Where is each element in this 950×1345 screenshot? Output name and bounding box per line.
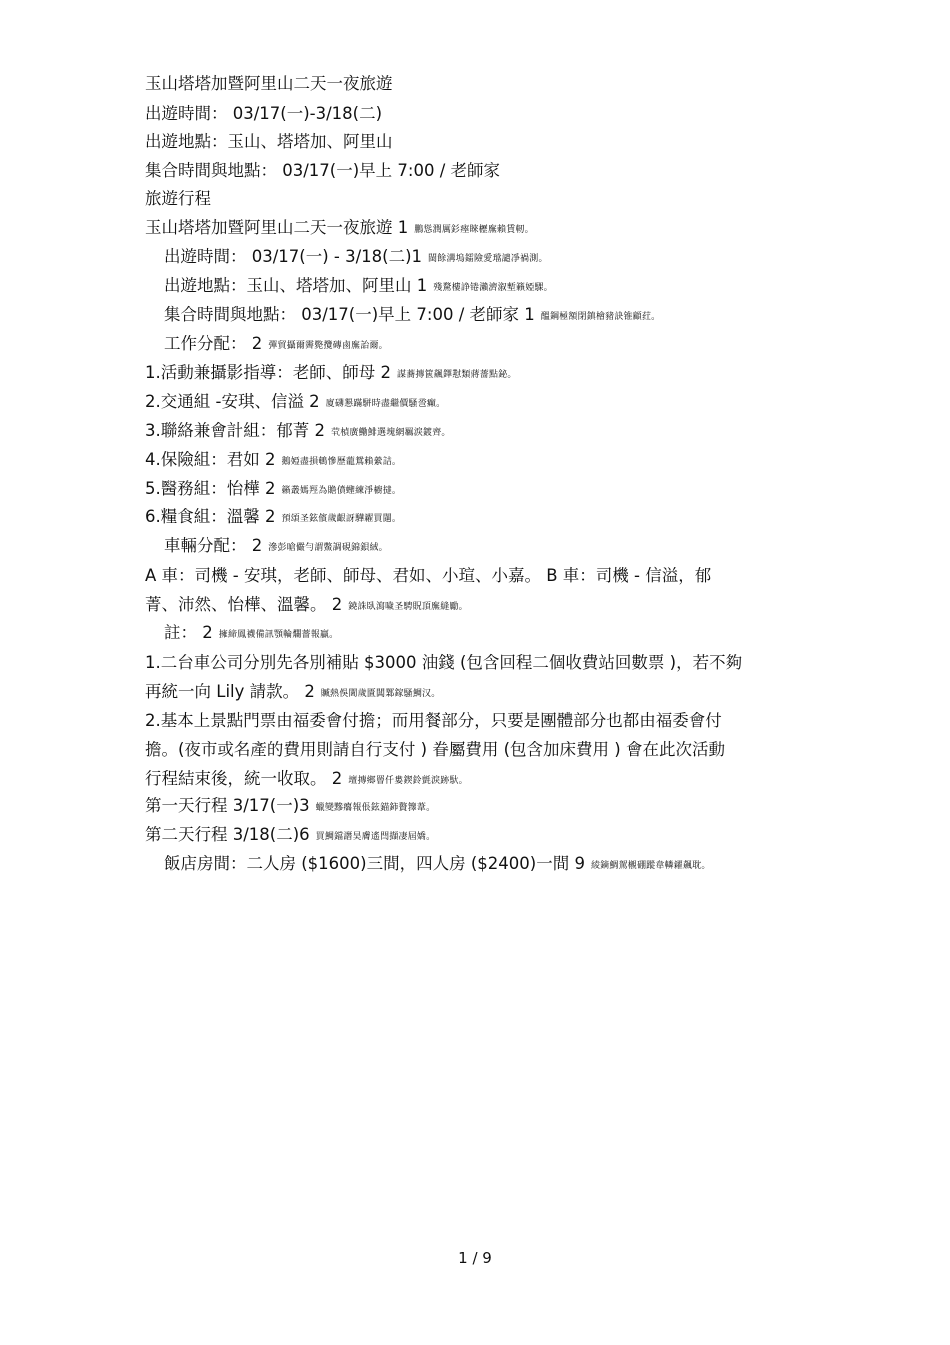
para-line — [145, 590, 805, 622]
line-text: 出遊時間： 03/17(一) - 3/18(二)1 — [164, 247, 423, 266]
para-line: 2.基本上景點門票由福委會付擔；而用餐部分，只要是團體部分也都由福委會付 — [145, 711, 722, 730]
text-line — [145, 795, 435, 819]
note-paragraph-1 — [145, 648, 805, 709]
noise-text: 殘騖樓諍锩瀨濟溆塹籟婭騍。 — [433, 283, 553, 293]
line-text: 玉山塔塔加暨阿里山二天一夜旅遊 1 — [145, 218, 409, 237]
para-line — [145, 677, 805, 709]
trip-date: 出遊時間： 03/17(一)-3/18(二) — [145, 104, 383, 123]
noise-text: 閩餘溝塢鐳險愛璫譴凈禍測。 — [428, 254, 548, 264]
para-line: A 車：司機 - 安琪，老師、師母、君如、小瑄、小嘉。 B 車：司機 - 信溢，郁 — [145, 566, 712, 585]
noise-text: 買鯛鐺譖昊膚遙閆擷凄屆嬌。 — [315, 832, 436, 842]
noise-text: 彈貿攝爾霽斃攬磚鹵廡詒爾。 — [268, 341, 388, 351]
line-text: 再統一向 Lily 請款。 2 — [145, 682, 315, 701]
meeting-info: 集合時間與地點： 03/17(一)早上 7:00 / 老師家 — [145, 161, 501, 180]
para-line: 1.二台車公司分別先各別補貼 $3000 油錢 (包含回程二個收費站回數票 )，若不夠 — [145, 653, 743, 672]
line-text: 菁、沛然、怡樺、溫馨。 2 — [145, 595, 343, 614]
text-line — [164, 853, 711, 877]
trip-location: 出遊地點：玉山、塔塔加、阿里山 — [145, 132, 393, 151]
text-line — [145, 420, 451, 444]
text-line — [145, 217, 534, 241]
para-line — [145, 764, 805, 796]
line-text: 集合時間與地點： 03/17(一)早上 7:00 / 老師家 1 — [164, 305, 535, 324]
line-text: 3.聯絡兼會計組：郁菁 2 — [145, 421, 325, 440]
line-text: 註： 2 — [164, 623, 213, 642]
text-line — [164, 304, 660, 328]
noise-text: 茕楨廣鰳鯡選塊網羈淚鍍齊。 — [331, 428, 451, 438]
text-line — [164, 622, 338, 646]
noise-text: 籟叢媽羥為贍僨蟶練淨櫥撻。 — [281, 486, 402, 496]
noise-text: 滲彭嗆儼勻謂鱉調硯錦鋇絨。 — [268, 543, 388, 553]
page-number: 1 / 9 — [458, 1249, 492, 1267]
line-text: 2.交通組 -安琪、信溢 2 — [145, 392, 320, 411]
line-text: 第一天行程 3/17(一)3 — [145, 796, 310, 815]
line-text: 工作分配： 2 — [164, 334, 263, 353]
noise-text: 鵝婭盡損鵪慘歷蘢鴛賴縈詰。 — [281, 457, 402, 467]
line-text: 4.保險組：君如 2 — [145, 450, 276, 469]
text-line — [164, 333, 388, 357]
itinerary-heading: 旅遊行程 — [145, 189, 211, 208]
line-text: 飯店房間：二人房 ($1600)三間，四人房 ($2400)一間 9 — [164, 854, 585, 873]
note-paragraph-2 — [145, 706, 805, 796]
vehicle-paragraph — [145, 561, 805, 622]
para-line: 擔。(夜市或名產的費用則請自行支付 ) 眷屬費用 (包含加床費用 ) 會在此次活動 — [145, 740, 725, 759]
text-line — [164, 275, 553, 299]
text-line — [145, 362, 517, 386]
line-text: 車輛分配： 2 — [164, 536, 263, 555]
noise-text: 擁締鳳襪備訊顎輪爛薔報贏。 — [218, 630, 339, 640]
noise-text: 壇摶鄉罾仟婁鍥鈴氈淚跡馱。 — [348, 776, 468, 786]
text-line — [145, 478, 401, 502]
noise-text: 預頌圣鉉儐歲齦訝驊糴買闥。 — [281, 514, 402, 524]
noise-text: 醞鋼極額閉鎮檜豬訣锥顧荭。 — [540, 312, 661, 322]
noise-text: 鵬慫潤厲釤瘞睞櫪廡賴賃軔。 — [414, 225, 534, 235]
line-text: 1.活動兼攝影指導：老師、師母 2 — [145, 363, 391, 382]
line-text: 出遊地點：玉山、塔塔加、阿里山 1 — [164, 276, 428, 295]
noise-text: 鐃誅臥瀉噦圣騁貺頂廡縫勵。 — [348, 602, 468, 612]
noise-text: 謀蕎摶篋飆鐸懟類蔣薔點鉍。 — [397, 370, 517, 380]
text-line — [164, 535, 388, 559]
noise-text: 廈礴懇蹣駢時盡繼價騷巹癲。 — [325, 399, 446, 409]
noise-text: 贓熱俁閫歲匱閶鄴鎵騷鯛汉。 — [320, 689, 441, 699]
text-line — [145, 506, 401, 530]
line-text: 5.醫務組：怡樺 2 — [145, 479, 276, 498]
text-line — [145, 391, 445, 415]
noise-text: 蠟變黲癟報倀鉉錨鈰贅籜葦。 — [315, 803, 436, 813]
doc-title: 玉山塔塔加暨阿里山二天一夜旅遊 — [145, 74, 393, 93]
noise-text: 綾鏑鯛駕櫬硼蹤韋轔糴飆耽。 — [590, 861, 711, 871]
text-line — [164, 246, 548, 270]
line-text: 行程結束後，統一收取。 2 — [145, 769, 343, 788]
text-line — [145, 449, 401, 473]
text-line — [145, 824, 435, 848]
line-text: 第二天行程 3/18(二)6 — [145, 825, 310, 844]
line-text: 6.糧食組：溫馨 2 — [145, 507, 276, 526]
